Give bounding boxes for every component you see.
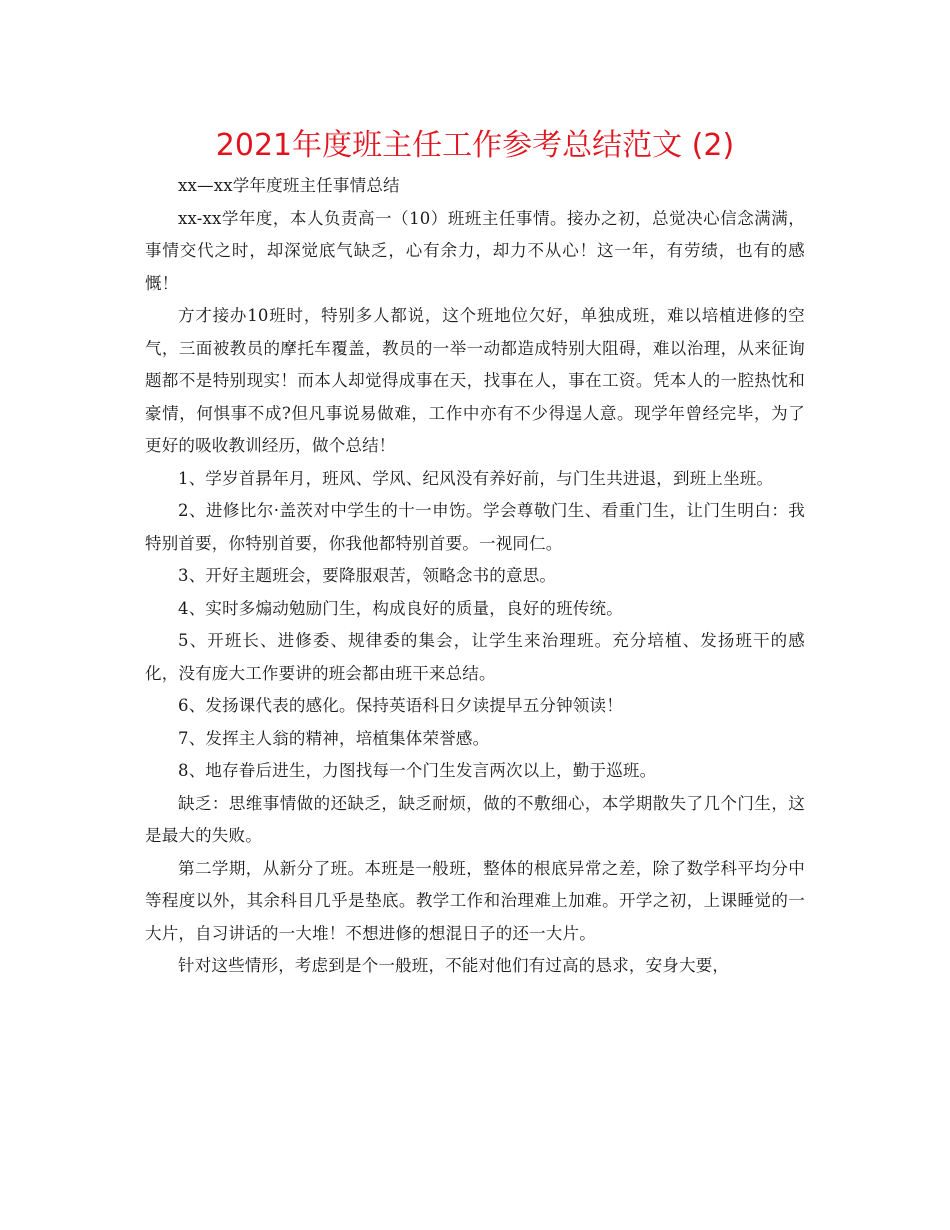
document-title: 2021年度班主任工作参考总结范文 (2): [215, 128, 735, 163]
paragraph-subtitle: xx—xx学年度班主任事情总结: [178, 176, 400, 195]
paragraph-item-7: 7、发挥主人翁的精神，培植集体荣誉感。: [178, 728, 490, 748]
paragraph-second-semester: 第二学期，从新分了班。本班是一般班，整体的根底异常之差，除了数学科平均分中等程度以外，其余科目几乎是垫底。教学工作和治理难上加难。开学之初，上课睡觉的一大片，自习讲话的一大堆！不想进修的想混日子的还一大片。: [145, 858, 805, 943]
paragraph-response: 针对这些情形，考虑到是个一般班，不能对他们有过高的恳求，安身大要，: [178, 956, 730, 975]
paragraph-item-8: 8、地存眷后进生，力图找每一个门生发言两次以上，勤于巡班。: [178, 761, 657, 780]
paragraph-item-1: 1、学岁首䁀年月，班风、学风、纪风没有养好前，与门生共进退，到班上坐班。: [178, 468, 774, 488]
document-body: [145, 170, 805, 983]
paragraph-item-2: 2、进修比尔·盖茨对中学生的十一申饬。学会尊敬门生、看重门生，让门生明白：我特别首要，你特别首要，你我他都特别首要。一视同仁。: [145, 501, 805, 553]
paragraph-intro: xx-xx学年度，本人负责高一（10）班班主任事情。接办之初，总觉决心信念满满，事情交代之时，却深觉底气缺乏，心有余力，却力不从心！这一年，有劳绩，也有的感慨！: [145, 208, 805, 293]
paragraph-item-4: 4、实时多煽动勉励门生，构成良好的质量，良好的班传统。: [178, 598, 623, 618]
paragraph-background: 方才接办10班时，特别多人都说，这个班地位欠好，单独成班，难以培植进修的空气，三面被教员的摩托车覆盖，教员的一举一动都造成特别大阻碍，难以治理，从来征询题都不是特别现实！而本人却觉得成事在天，找事在人，事在工资。凭本人的一腔热忱和豪情，何惧事不成?但凡事说易做难，工作中亦有不少得逞人意。现学年曾经完毕，为了更好的吸收教训经历，做个总结！: [145, 306, 805, 455]
paragraph-item-5: 5、开班长、进修委、规律委的集会，让学生来治理班。充分培植、发扬班干的感化，没有庞大工作要讲的班会都由班干来总结。: [145, 631, 805, 683]
paragraph-item-6: 6、发扬课代表的感化。保持英语科日夕读提早五分钟领读！: [178, 696, 623, 715]
paragraph-shortcomings: 缺乏：思维事情做的还缺乏，缺乏耐烦，做的不敷细心，本学期散失了几个门生，这是最大的失败。: [145, 793, 805, 845]
paragraph-item-3: 3、开好主题班会，要降服艰苦，领略念书的意思。: [178, 566, 557, 585]
